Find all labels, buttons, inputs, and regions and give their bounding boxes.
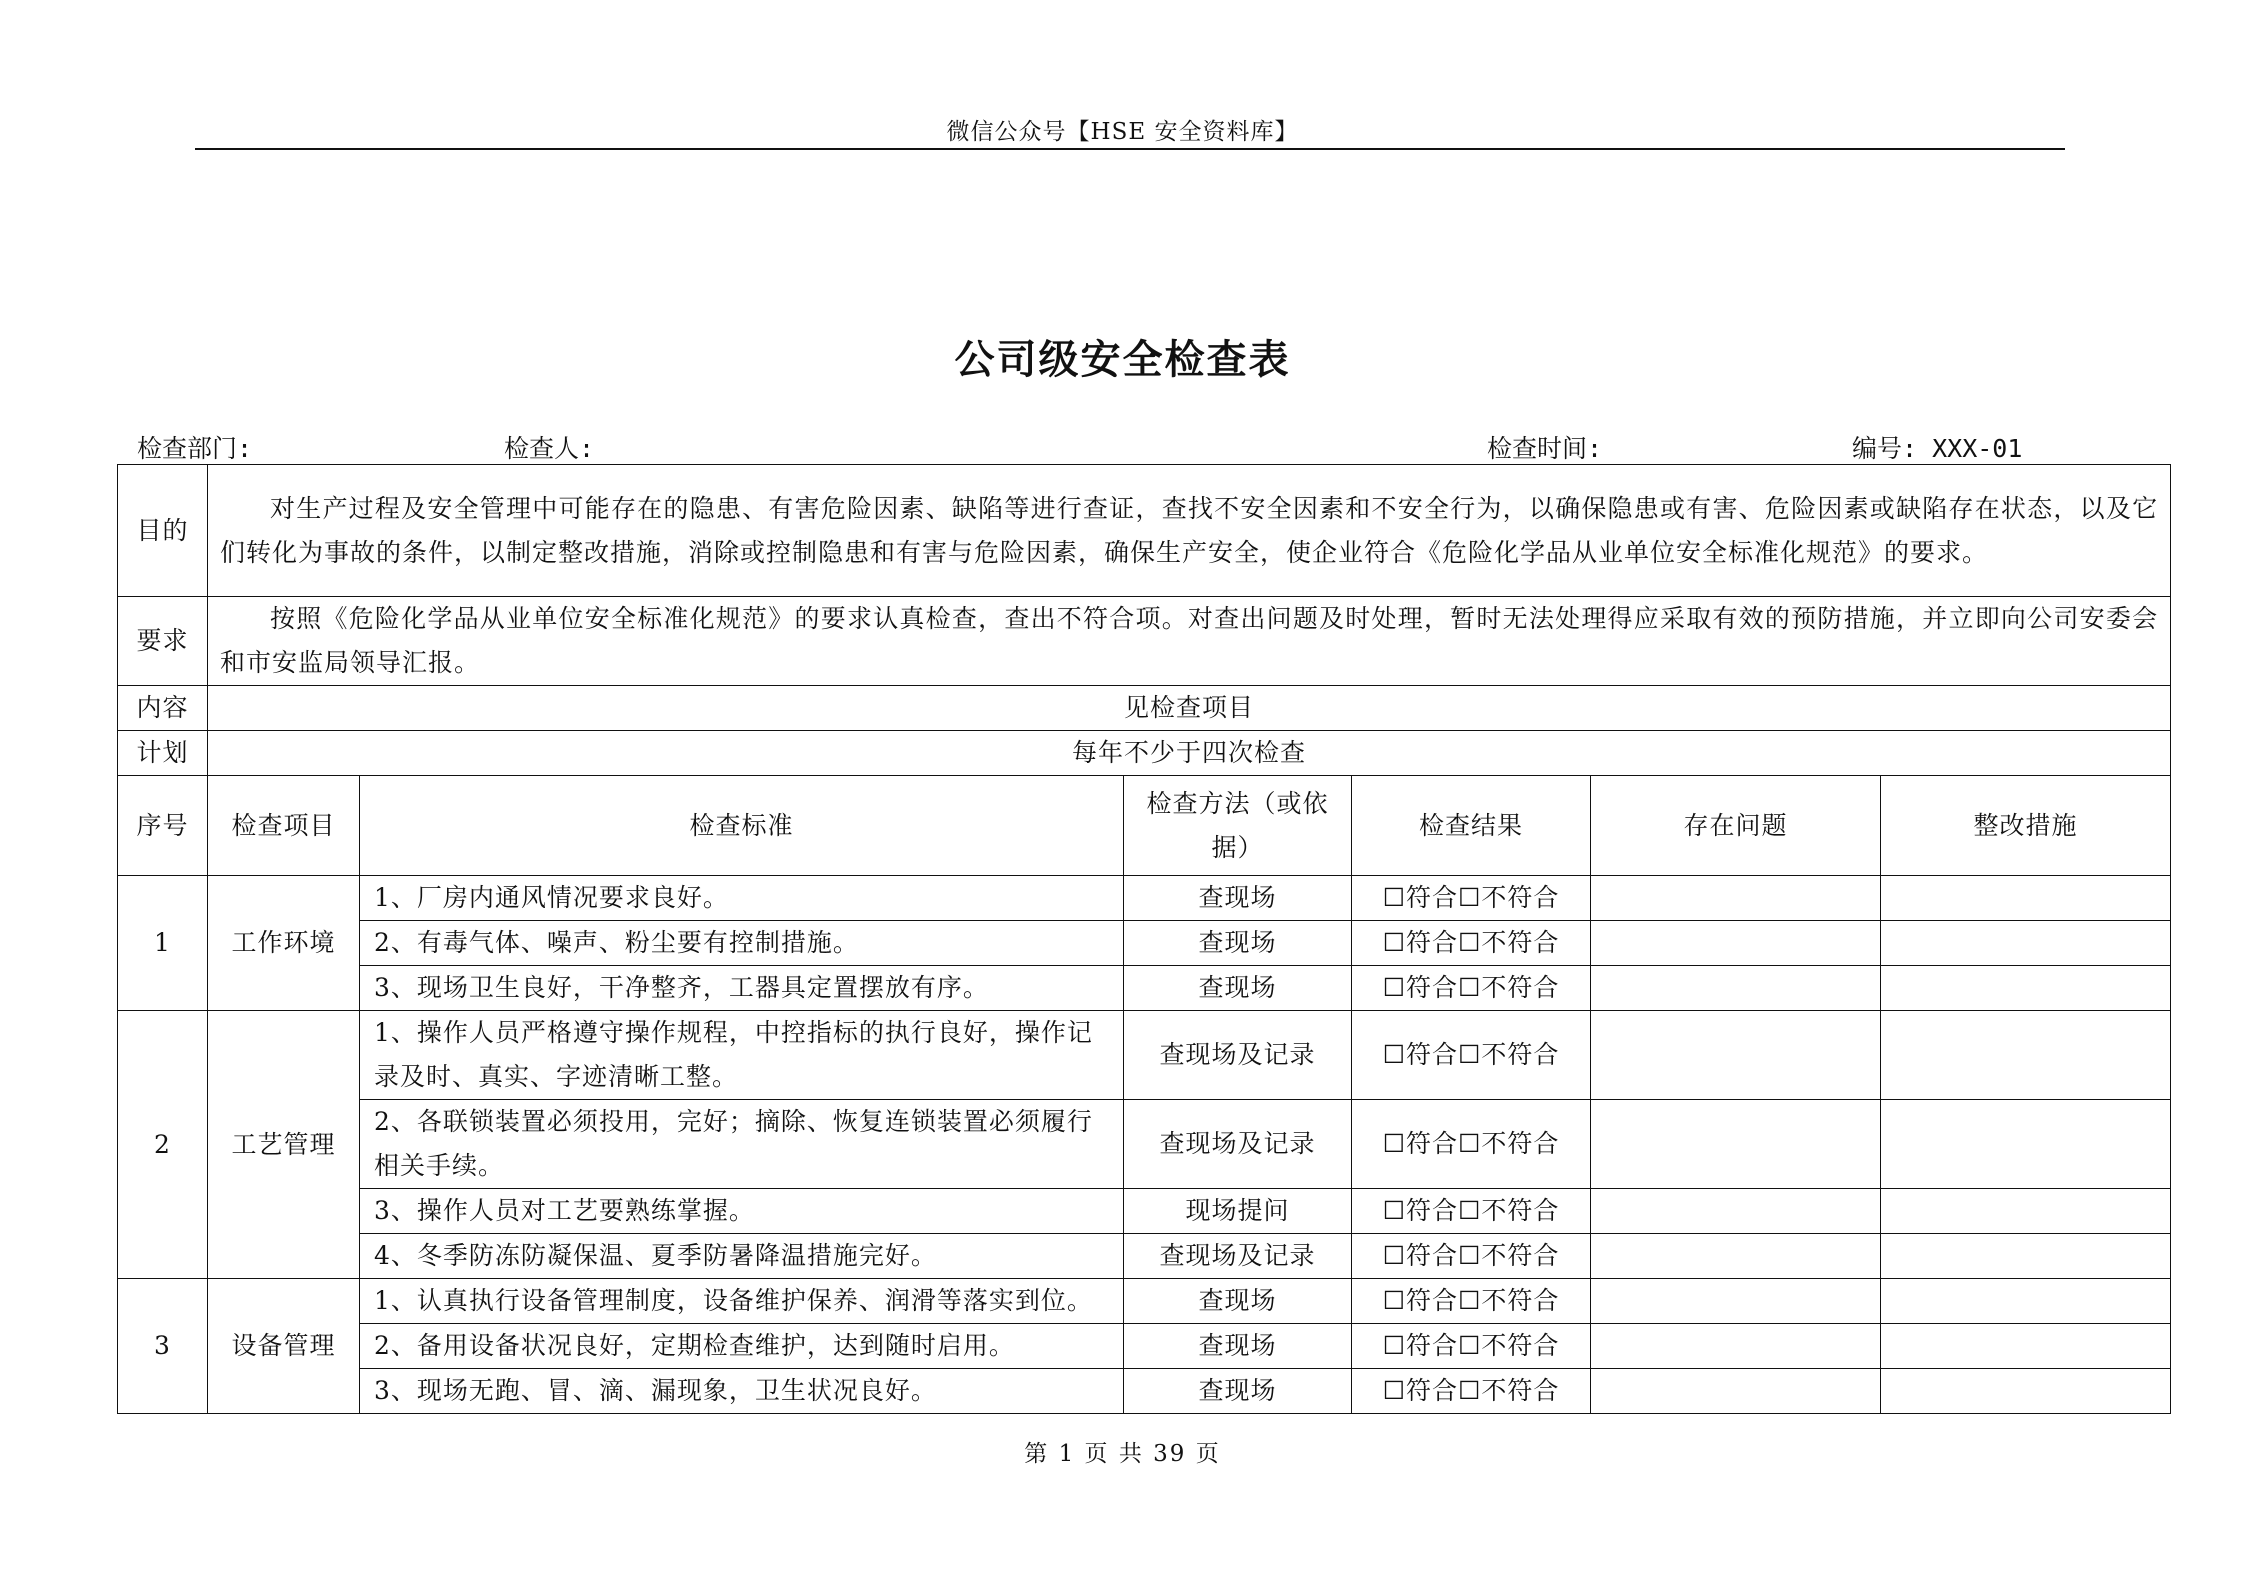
col-standard: 检查标准 xyxy=(360,776,1124,876)
table-row xyxy=(118,921,2171,966)
table-row xyxy=(118,1369,2171,1414)
table-row xyxy=(118,1189,2171,1234)
table-row xyxy=(118,1234,2171,1279)
standard-cell: 2、各联锁装置必须投用，完好；摘除、恢复连锁装置必须履行相关手续。 xyxy=(360,1100,1124,1189)
fix-cell[interactable] xyxy=(1881,1234,2171,1279)
standard-cell: 1、厂房内通风情况要求良好。 xyxy=(360,876,1124,921)
inspection-table xyxy=(117,464,2171,1414)
content-label: 内容 xyxy=(118,686,208,731)
header-rule xyxy=(195,148,2065,150)
method-cell: 查现场 xyxy=(1124,966,1352,1011)
standard-cell: 1、操作人员严格遵守操作规程，中控指标的执行良好，操作记录及时、真实、字迹清晰工整。 xyxy=(360,1011,1124,1100)
result-checkbox[interactable]: ☐符合☐不符合 xyxy=(1352,1100,1591,1189)
require-row xyxy=(118,597,2171,686)
issue-cell[interactable] xyxy=(1591,1189,1881,1234)
purpose-row xyxy=(118,465,2171,597)
issue-cell[interactable] xyxy=(1591,1369,1881,1414)
purpose-text: 对生产过程及安全管理中可能存在的隐患、有害危险因素、缺陷等进行查证，查找不安全因素和不安全行为，以确保隐患或有害、危险因素或缺陷存在状态，以及它们转化为事故的条件，以制定整改措施，消除或控制隐患和有害与危险因素，确保生产安全，使企业符合《危险化学品从业单位安全标准化规范》的要求。 xyxy=(208,465,2171,597)
plan-text: 每年不少于四次检查 xyxy=(208,731,2171,776)
group-no: 2 xyxy=(118,1011,208,1279)
result-checkbox[interactable]: ☐符合☐不符合 xyxy=(1352,1234,1591,1279)
standard-cell: 3、现场无跑、冒、滴、漏现象，卫生状况良好。 xyxy=(360,1369,1124,1414)
group-no: 1 xyxy=(118,876,208,1011)
plan-row xyxy=(118,731,2171,776)
issue-cell[interactable] xyxy=(1591,1279,1881,1324)
standard-cell: 1、认真执行设备管理制度，设备维护保养、润滑等落实到位。 xyxy=(360,1279,1124,1324)
code-label: 编号: XXX-01 xyxy=(1852,434,2023,463)
method-cell: 查现场 xyxy=(1124,1324,1352,1369)
group-item: 工作环境 xyxy=(208,876,360,1011)
col-no: 序号 xyxy=(118,776,208,876)
fix-cell[interactable] xyxy=(1881,921,2171,966)
issue-cell[interactable] xyxy=(1591,921,1881,966)
table-row xyxy=(118,1324,2171,1369)
group-item: 设备管理 xyxy=(208,1279,360,1414)
method-cell: 查现场及记录 xyxy=(1124,1100,1352,1189)
page-footer: 第 1 页 共 39 页 xyxy=(1024,1441,1221,1467)
method-cell: 查现场 xyxy=(1124,1279,1352,1324)
content-text: 见检查项目 xyxy=(208,686,2171,731)
fix-cell[interactable] xyxy=(1881,1189,2171,1234)
column-header-row xyxy=(118,776,2171,876)
issue-cell[interactable] xyxy=(1591,1011,1881,1100)
issue-cell[interactable] xyxy=(1591,1324,1881,1369)
group-no: 3 xyxy=(118,1279,208,1414)
standard-cell: 2、有毒气体、噪声、粉尘要有控制措施。 xyxy=(360,921,1124,966)
plan-label: 计划 xyxy=(118,731,208,776)
result-checkbox[interactable]: ☐符合☐不符合 xyxy=(1352,921,1591,966)
table-row xyxy=(118,876,2171,921)
issue-cell[interactable] xyxy=(1591,1100,1881,1189)
inspector-label: 检查人: xyxy=(504,434,595,463)
result-checkbox[interactable]: ☐符合☐不符合 xyxy=(1352,1011,1591,1100)
issue-cell[interactable] xyxy=(1591,876,1881,921)
document-title: 公司级安全检查表 xyxy=(954,336,1291,383)
fix-cell[interactable] xyxy=(1881,876,2171,921)
issue-cell[interactable] xyxy=(1591,966,1881,1011)
method-cell: 查现场 xyxy=(1124,1369,1352,1414)
method-cell: 查现场及记录 xyxy=(1124,1011,1352,1100)
standard-cell: 3、操作人员对工艺要熟练掌握。 xyxy=(360,1189,1124,1234)
content-row xyxy=(118,686,2171,731)
fix-cell[interactable] xyxy=(1881,966,2171,1011)
table-row xyxy=(118,1100,2171,1189)
table-row xyxy=(118,1011,2171,1100)
standard-cell: 3、现场卫生良好，干净整齐，工器具定置摆放有序。 xyxy=(360,966,1124,1011)
col-fix: 整改措施 xyxy=(1881,776,2171,876)
fix-cell[interactable] xyxy=(1881,1279,2171,1324)
table-row xyxy=(118,1279,2171,1324)
col-item: 检查项目 xyxy=(208,776,360,876)
purpose-label: 目的 xyxy=(118,465,208,597)
dept-label: 检查部门: xyxy=(137,434,253,463)
table-row xyxy=(118,966,2171,1011)
method-cell: 现场提问 xyxy=(1124,1189,1352,1234)
result-checkbox[interactable]: ☐符合☐不符合 xyxy=(1352,1189,1591,1234)
require-label: 要求 xyxy=(118,597,208,686)
result-checkbox[interactable]: ☐符合☐不符合 xyxy=(1352,1369,1591,1414)
col-result: 检查结果 xyxy=(1352,776,1591,876)
time-label: 检查时间: xyxy=(1487,434,1603,463)
standard-cell: 2、备用设备状况良好，定期检查维护，达到随时启用。 xyxy=(360,1324,1124,1369)
group-item: 工艺管理 xyxy=(208,1011,360,1279)
col-method: 检查方法（或依据） xyxy=(1124,776,1352,876)
result-checkbox[interactable]: ☐符合☐不符合 xyxy=(1352,966,1591,1011)
method-cell: 查现场 xyxy=(1124,876,1352,921)
require-text: 按照《危险化学品从业单位安全标准化规范》的要求认真检查，查出不符合项。对查出问题及时处理，暂时无法处理得应采取有效的预防措施，并立即向公司安委会和市安监局领导汇报。 xyxy=(208,597,2171,686)
issue-cell[interactable] xyxy=(1591,1234,1881,1279)
col-issue: 存在问题 xyxy=(1591,776,1881,876)
fix-cell[interactable] xyxy=(1881,1324,2171,1369)
result-checkbox[interactable]: ☐符合☐不符合 xyxy=(1352,1324,1591,1369)
fix-cell[interactable] xyxy=(1881,1369,2171,1414)
method-cell: 查现场 xyxy=(1124,921,1352,966)
method-cell: 查现场及记录 xyxy=(1124,1234,1352,1279)
standard-cell: 4、冬季防冻防凝保温、夏季防暑降温措施完好。 xyxy=(360,1234,1124,1279)
result-checkbox[interactable]: ☐符合☐不符合 xyxy=(1352,1279,1591,1324)
page-header: 微信公众号【HSE 安全资料库】 xyxy=(946,119,1299,145)
fix-cell[interactable] xyxy=(1881,1100,2171,1189)
result-checkbox[interactable]: ☐符合☐不符合 xyxy=(1352,876,1591,921)
fix-cell[interactable] xyxy=(1881,1011,2171,1100)
